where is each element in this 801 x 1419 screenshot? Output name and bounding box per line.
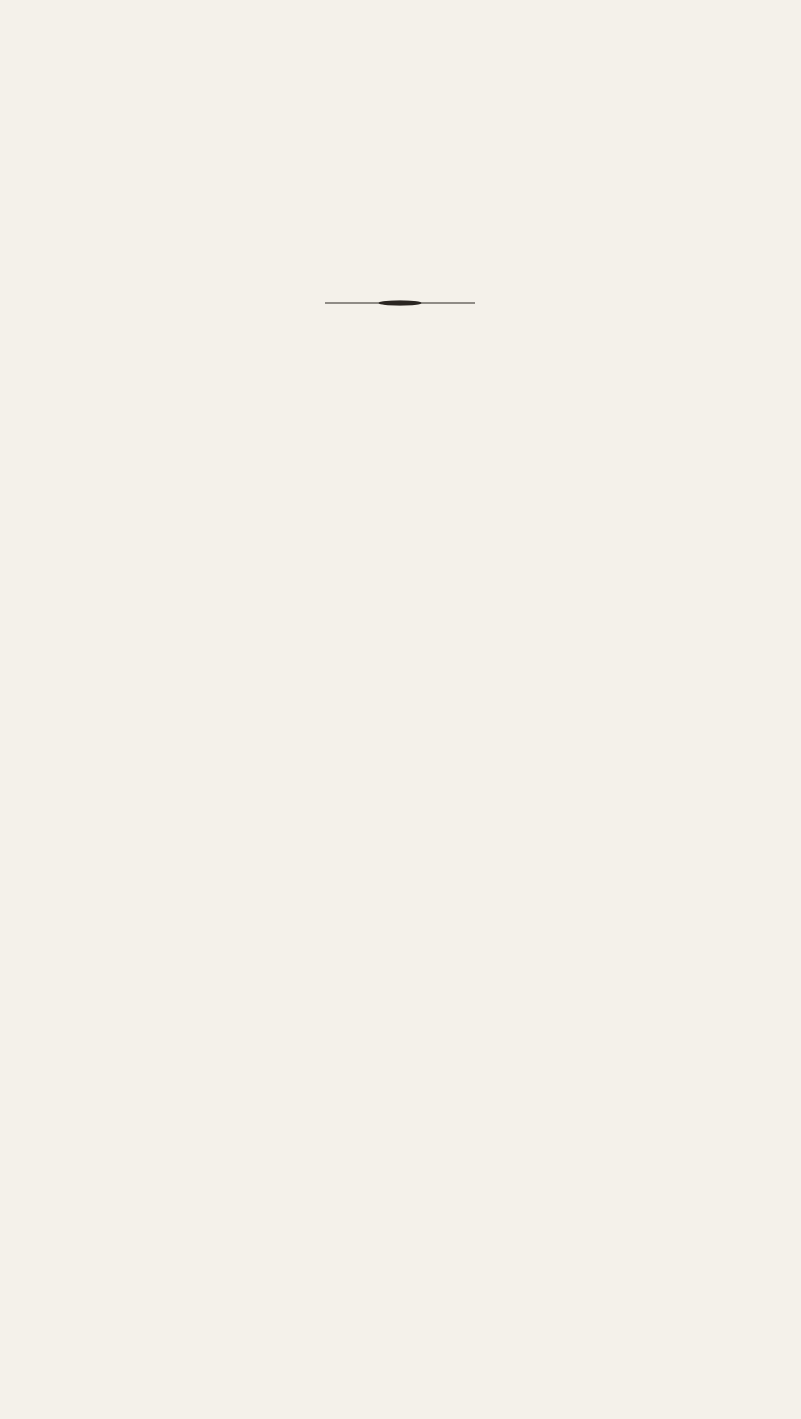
page-header xyxy=(30,16,771,46)
ornamental-divider xyxy=(325,300,475,306)
